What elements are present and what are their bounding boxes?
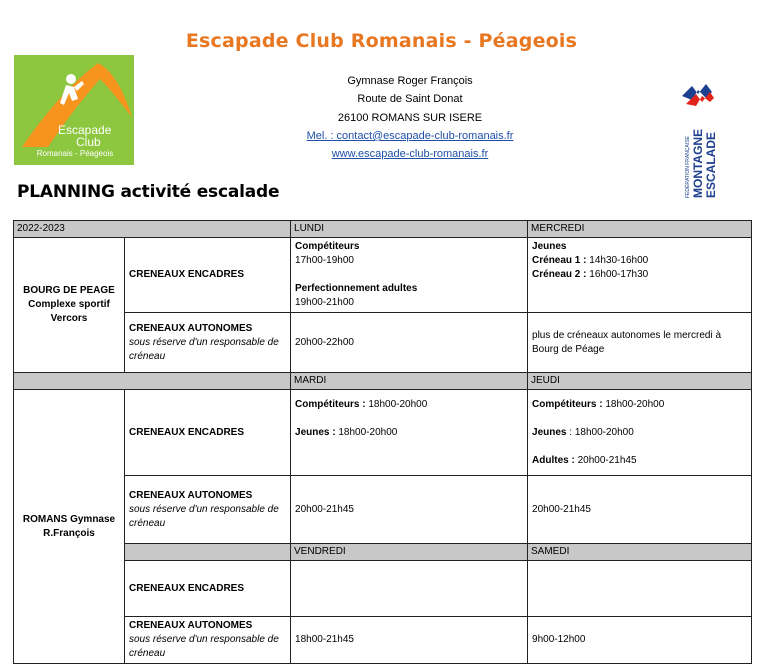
club-address [260, 72, 560, 163]
creneau-line [532, 268, 747, 282]
empty-header-cell [125, 544, 291, 561]
samedi-encadres-cell [528, 561, 752, 617]
club-title: Escapade Club Romanais - Péageois [185, 30, 578, 52]
location-line: Complexe sportif [28, 299, 110, 310]
creneau-time: 16h00-17h30 [589, 269, 649, 280]
group-time: 19h00-21h00 [295, 297, 354, 308]
mercredi-autonomes-cell: plus de créneaux autonomes le mercredi à Bourg de Péage [528, 313, 752, 373]
creneaux-autonomes-label [125, 476, 291, 544]
autonomes-note: sous réserve d'un responsable de créneau [129, 336, 279, 362]
autonomes-note: sous réserve d'un responsable de créneau [129, 503, 279, 529]
lundi-encadres-cell [291, 238, 528, 313]
bourg-autonomes-row [14, 313, 752, 373]
ffme-montagne-text: MONTAGNE [691, 128, 705, 198]
logo-line-1: Escapade [58, 123, 112, 137]
jeudi-autonomes-cell: 20h00-21h45 [528, 476, 752, 544]
schedule-label: Jeunes [532, 427, 567, 438]
day-header-mardi: MARDI [291, 373, 528, 390]
schedule-line [295, 398, 523, 412]
schedule-time: 18h00-20h00 [338, 427, 398, 438]
creneaux-autonomes-label [125, 617, 291, 664]
creneau-time: 14h30-16h00 [589, 255, 649, 266]
ffme-small-text: FÉDÉRATION FRANÇAISE [685, 136, 691, 198]
location-line: R.François [43, 527, 95, 539]
planning-table [13, 220, 752, 664]
bourg-encadres-row [14, 238, 752, 313]
creneaux-encadres-label: CRENEAUX ENCADRES [125, 238, 291, 313]
federation-logo-icon [676, 60, 722, 200]
creneau-label: Créneau 1 : [532, 255, 587, 266]
schedule-time: 18h00-20h00 [368, 399, 428, 410]
lundi-autonomes-cell: 20h00-22h00 [291, 313, 528, 373]
creneau-label: Créneau 2 : [532, 269, 587, 280]
ffme-logo [676, 60, 722, 200]
location-romans-gymnase [14, 390, 125, 664]
samedi-autonomes-cell: 9h00-12h00 [528, 617, 752, 664]
escapade-club-logo [14, 55, 134, 165]
jeudi-encadres-cell [528, 390, 752, 476]
planning-title: PLANNING activité escalade [17, 182, 280, 202]
autonomes-title: CRENEAUX AUTONOMES [129, 322, 253, 334]
mardi-encadres-cell [291, 390, 528, 476]
schedule-label: Compétiteurs : [532, 399, 603, 410]
schedule-line [532, 398, 747, 412]
location-bourg-de-peage [14, 238, 125, 373]
romans-autonomes-row-1 [14, 476, 752, 544]
autonomes-title: CRENEAUX AUTONOMES [129, 489, 253, 501]
address-line-gymnase: Gymnase Roger François [347, 75, 473, 87]
empty-header-cell [14, 373, 291, 390]
romans-autonomes-row-2 [14, 617, 752, 664]
ffme-escalade-text: ESCALADE [704, 131, 718, 198]
day-header-jeudi: JEUDI [528, 373, 752, 390]
header-row-weekend [14, 544, 752, 561]
creneaux-encadres-label: CRENEAUX ENCADRES [125, 561, 291, 617]
mardi-autonomes-cell: 20h00-21h45 [291, 476, 528, 544]
schedule-label: Adultes : [532, 455, 575, 466]
schedule-line [532, 426, 747, 440]
vendredi-autonomes-cell: 18h00-21h45 [291, 617, 528, 664]
schedule-time: : 18h00-20h00 [569, 427, 634, 438]
location-line: Vercors [50, 313, 88, 324]
header-row-bourg [14, 221, 752, 238]
romans-encadres-row [14, 390, 752, 476]
day-header-lundi: LUNDI [291, 221, 528, 238]
day-header-samedi: SAMEDI [528, 544, 752, 561]
address-line-route: Route de Saint Donat [357, 93, 463, 106]
day-header-vendredi: VENDREDI [291, 544, 528, 561]
autonomes-note: sous réserve d'un responsable de créneau [129, 634, 279, 659]
schedule-time: 18h00-20h00 [605, 399, 665, 410]
address-line-city: 26100 ROMANS SUR ISERE [337, 111, 483, 124]
logo-line-3: Romanais - Péageois [36, 149, 114, 158]
autonomes-title: CRENEAUX AUTONOMES [129, 620, 253, 631]
schedule-label: Compétiteurs : [295, 399, 366, 410]
group-time: 17h00-19h00 [295, 255, 354, 266]
creneaux-encadres-label: CRENEAUX ENCADRES [125, 390, 291, 476]
vendredi-encadres-cell [291, 561, 528, 617]
website-link[interactable]: www.escapade-club-romanais.fr [331, 148, 489, 161]
mercredi-encadres-cell [528, 238, 752, 313]
schedule-line [532, 454, 747, 468]
schedule-time: 20h00-21h45 [577, 455, 637, 466]
creneau-line [532, 254, 747, 268]
romans-encadres-row-2 [14, 561, 752, 617]
email-link[interactable]: Mel. : contact@escapade-club-romanais.fr [306, 129, 514, 142]
season-cell: 2022-2023 [14, 221, 291, 238]
location-line: ROMANS Gymnase [22, 513, 116, 525]
creneaux-autonomes-label [125, 313, 291, 373]
day-header-mercredi: MERCREDI [528, 221, 752, 238]
group-title: Perfectionnement adultes [295, 283, 418, 294]
group-title: Compétiteurs [295, 241, 360, 252]
logo-line-2: Club [76, 135, 101, 149]
header-row-romans [14, 373, 752, 390]
group-title: Jeunes [532, 241, 567, 252]
schedule-line [295, 426, 523, 440]
schedule-label: Jeunes : [295, 427, 336, 438]
location-line: BOURG DE PEAGE [23, 285, 115, 296]
